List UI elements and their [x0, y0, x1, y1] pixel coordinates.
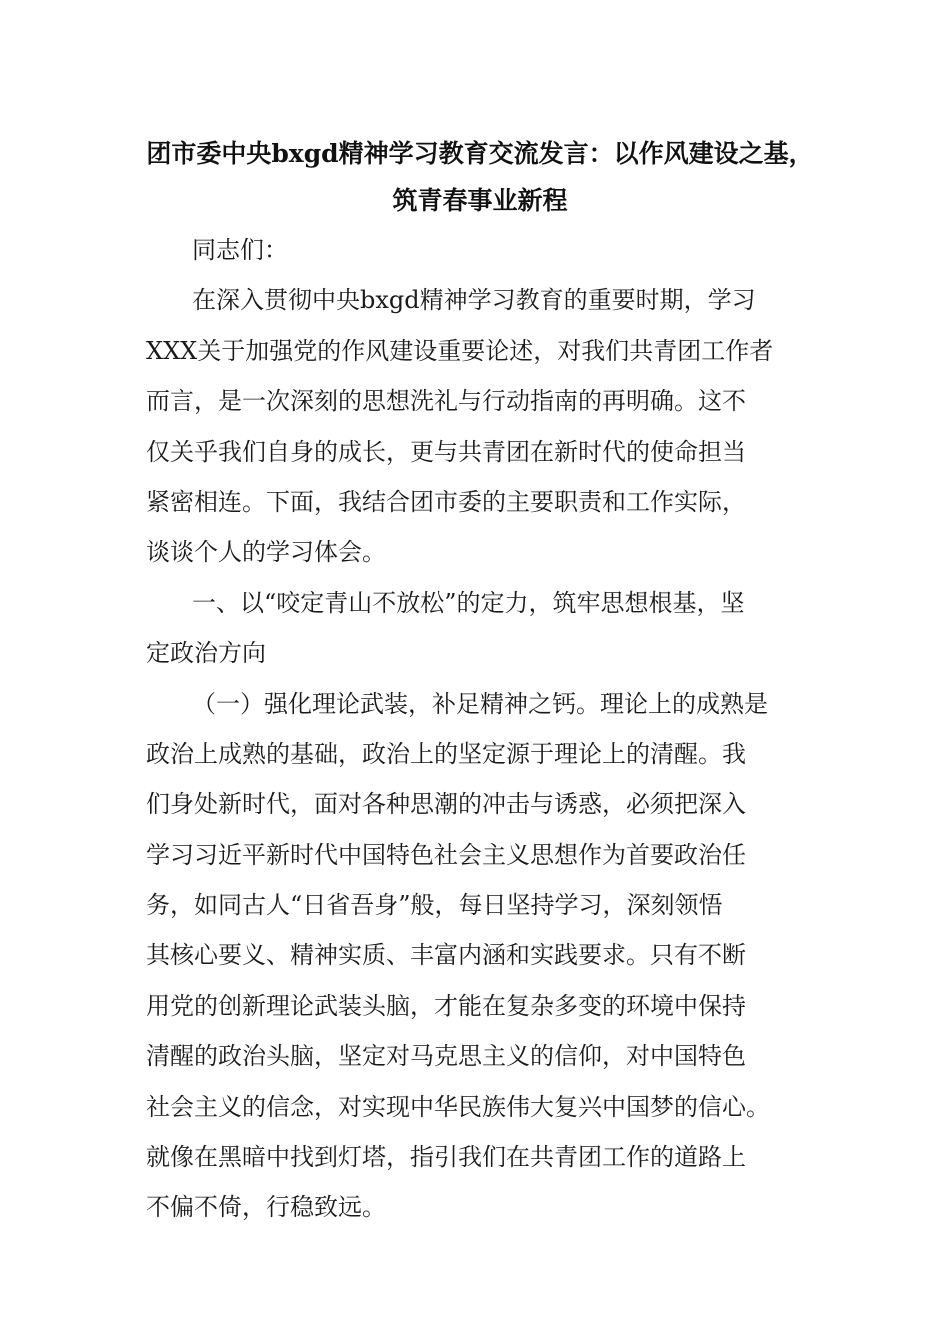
subsection-paragraph-line: 政治上成熟的基础，政治上的坚定源于理论上的清醒。我 — [146, 739, 746, 768]
subsection-paragraph-line: 用党的创新理论武装头脑，才能在复杂多变的环境中保持 — [146, 991, 746, 1020]
salutation: 同志们： — [192, 236, 288, 264]
subsection-paragraph-line: 不偏不倚，行稳致远。 — [146, 1193, 386, 1222]
section-heading-line: 定政治方向 — [146, 639, 266, 668]
subsection-paragraph-line: 务，如同古人“日省吾身”般，每日坚持学习，深刻领悟 — [146, 891, 723, 920]
subsection-paragraph-line: 社会主义的信念，对实现中华民族伟大复兴中国梦的信心。 — [146, 1092, 770, 1121]
intro-paragraph-line: 谈谈个人的学习体会。 — [146, 538, 386, 567]
subsection-paragraph-line: 就像在黑暗中找到灯塔，指引我们在共青团工作的道路上 — [146, 1143, 746, 1172]
intro-paragraph-line: 在深入贯彻中央bxgd精神学习教育的重要时期，学习 — [192, 286, 756, 315]
document-title-line-2: 筑青春事业新程 — [392, 186, 568, 215]
intro-paragraph-line: 而言，是一次深刻的思想洗礼与行动指南的再明确。这不 — [146, 387, 746, 416]
subsection-paragraph-line: 其核心要义、精神实质、丰富内涵和实践要求。只有不断 — [146, 941, 746, 970]
subsection-paragraph-line: 们身处新时代，面对各种思潮的冲击与诱惑，必须把深入 — [146, 790, 746, 819]
intro-paragraph-line: XXX关于加强党的作风建设重要论述，对我们共青团工作者 — [146, 336, 774, 365]
intro-paragraph-line: 紧密相连。下面，我结合团市委的主要职责和工作实际， — [146, 487, 746, 516]
subsection-paragraph-line: 学习习近平新时代中国特色社会主义思想作为首要政治任 — [146, 840, 746, 869]
subsection-paragraph-line: （一）强化理论武装，补足精神之钙。理论上的成熟是 — [192, 689, 768, 718]
document-title-line-1: 团市委中央bxgd精神学习教育交流发言：以作风建设之基， — [146, 139, 814, 168]
intro-paragraph-line: 仅关乎我们自身的成长，更与共青团在新时代的使命担当 — [146, 437, 746, 466]
section-heading-line: 一、以“咬定青山不放松”的定力，筑牢思想根基，坚 — [192, 588, 745, 617]
document-body — [146, 225, 806, 1233]
subsection-paragraph-line: 清醒的政治头脑，坚定对马克思主义的信仰，对中国特色 — [146, 1042, 746, 1071]
